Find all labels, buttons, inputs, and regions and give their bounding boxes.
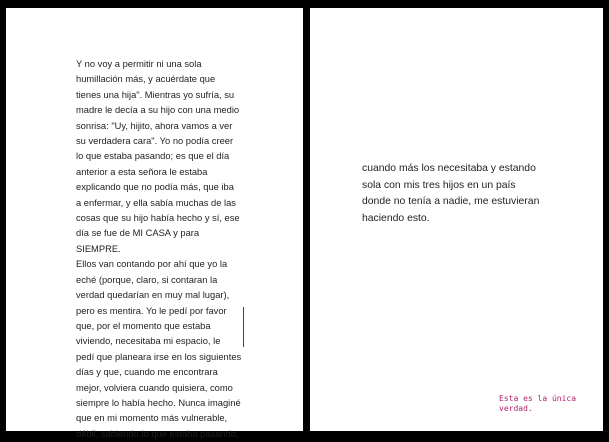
text-cursor: [243, 307, 244, 347]
right-page-text: cuando más los necesitaba y estando sola con mis tres hijos en un país donde no tenía a nadie, me estuvieran haciendo esto.: [362, 163, 540, 224]
signature-note: Esta es la única verdad.: [499, 394, 577, 413]
left-page: [6, 8, 303, 439]
right-page: [310, 8, 603, 431]
left-page-text: Y no voy a permitir ni una sola humillación más, y acuérdate que tienes una hija". Mientras yo sufría, su madre le decía a su hijo con una medio sonrisa: "Uy, hijito, ahora vamos a ver su verdadera cara". Yo no podía creer lo que estaba pasando; es que el día anterior a esta señora le estaba explicando que no podía más, que iba a enfermar, y ella sabía muchas de las cosas que su hijo había hecho y sí, ese día se fue de MI CASA y para SIEMPRE. Ellos van contando por ahí que yo la eché (porque, claro, si contaran la verdad quedarían en muy mal lugar), pero es mentira. Yo le pedí por favor que, por el momento que estaba viviendo, necesitaba mi espacio, le pedí que planeara irse en los siguientes días y que, cuando me encontrara mejor, volviera cuando quisiera, como siempre lo había hecho. Nunca imaginé que en mi momento más vulnerable, débil, sabiendo lo que estaba pasando,: [76, 59, 242, 439]
